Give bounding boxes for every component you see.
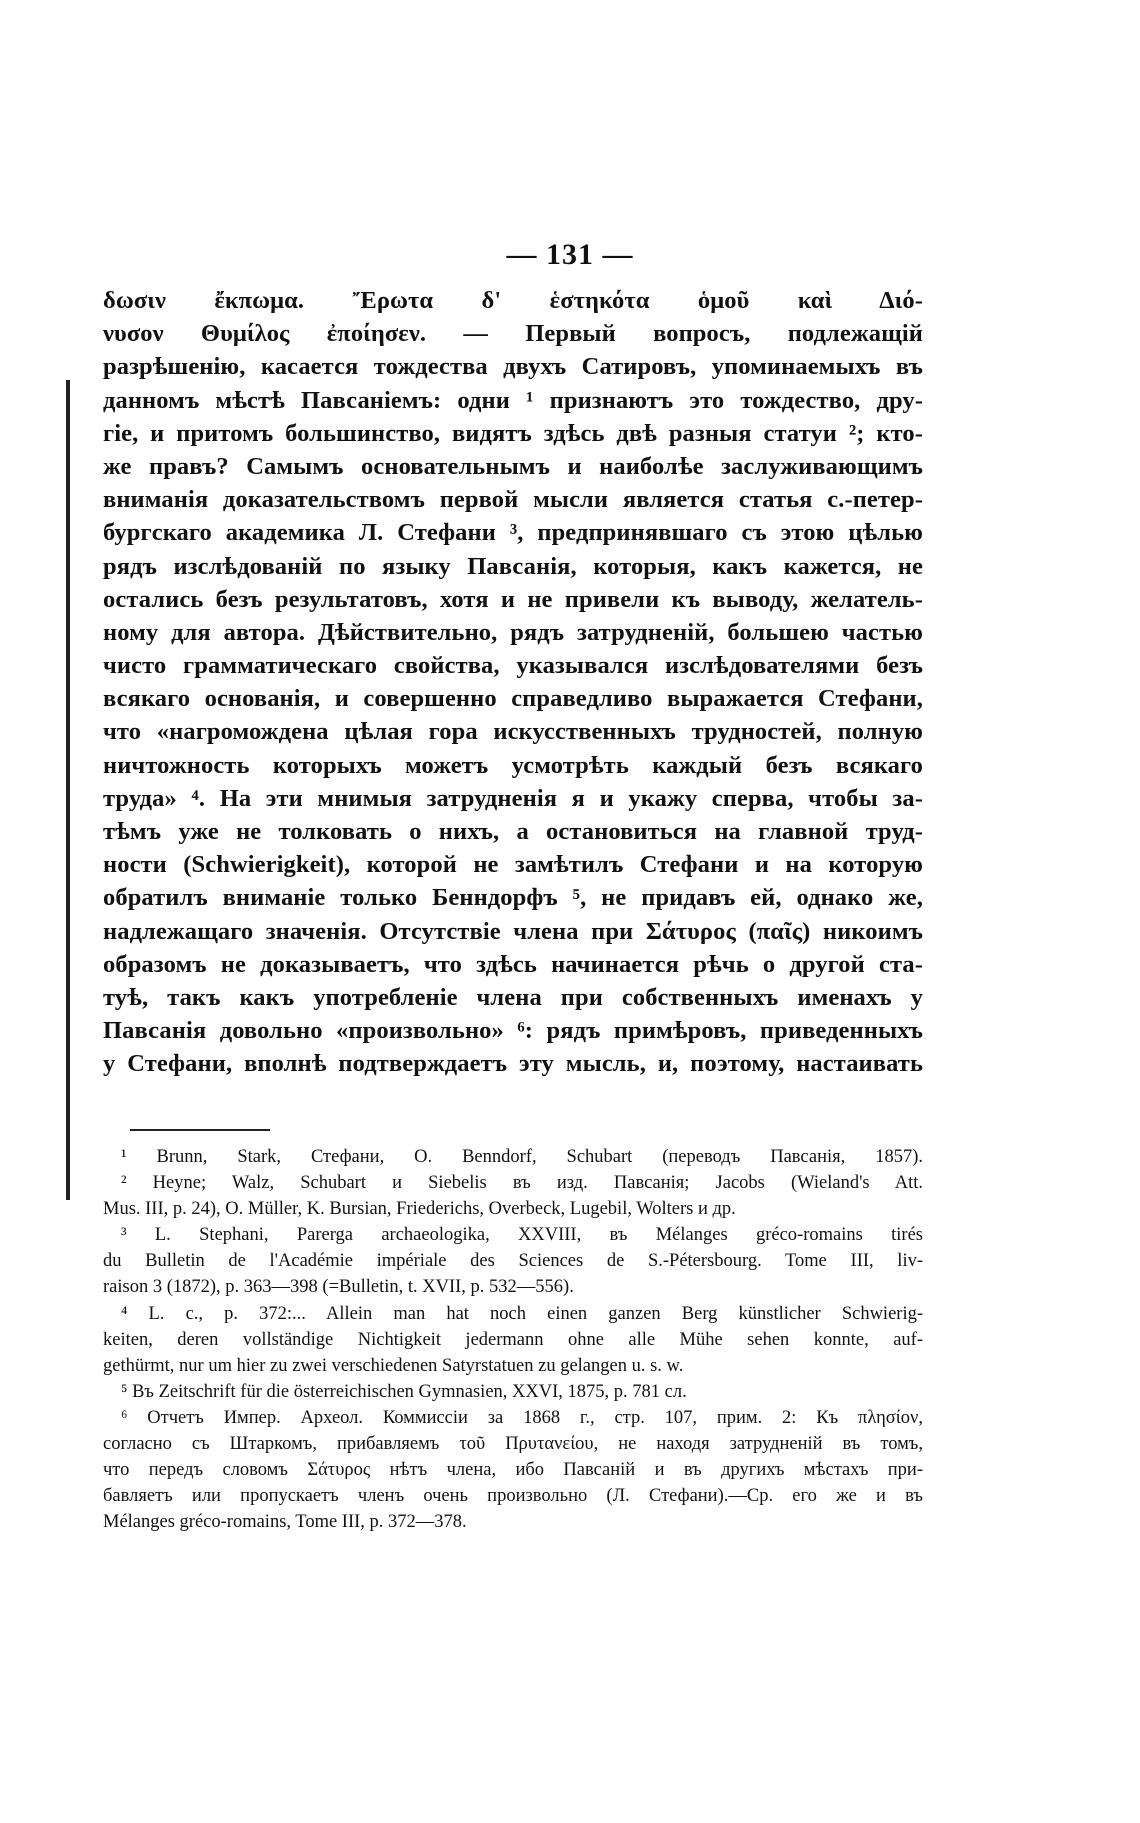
text-line: νυσον Θυμίλος ἐποίησεν. — Первый вопросъ, подлежащій — [103, 320, 923, 348]
text-line: обратилъ вниманіе только Бенндорфъ ⁵, не придавъ ей, однако же, — [103, 884, 923, 912]
text-line: δωσιν ἔκπωμα. Ἔρωτα δ' ἑστηκότα ὁμοῦ καὶ Διό- — [103, 287, 923, 314]
text-line: данномъ мѣстѣ Павсаніемъ: одни ¹ признаютъ это тождество, дру- — [103, 386, 923, 414]
footnote-line: согласно съ Штаркомъ, прибавляемъ τοῦ Πρυτανείου, не находя затрудненій въ томъ, — [103, 1434, 923, 1455]
text-line: всякаго основанія, и совершенно справедливо выражается Стефани, — [103, 685, 923, 713]
text-line: чисто грамматическаго свойства, указывался изслѣдователями безъ — [103, 652, 923, 680]
footnote-line: ⁶ Отчетъ Импер. Археол. Коммиссіи за 1868 г., стр. 107, прим. 2: Къ πλησίον, — [121, 1407, 923, 1428]
footnote-line: keiten, deren vollständige Nichtigkeit jedermann ohne alle Mühe sehen konnte, auf- — [103, 1329, 923, 1350]
text-line: надлежащаго значенія. Отсутствіе члена при Σάτυρος (παῖς) никоимъ — [103, 917, 923, 945]
text-line: Павсанія довольно «произвольно» ⁶: рядъ примѣровъ, приведенныхъ — [103, 1017, 923, 1045]
footnote-line: Mélanges gréco-romains, Tome III, p. 372—378. — [103, 1512, 467, 1533]
text-line: ности (Schwierigkeit), которой не замѣтилъ Стефани и на которую — [103, 851, 923, 879]
text-line: туѣ, такъ какъ употребленіе члена при собственныхъ именахъ у — [103, 983, 923, 1011]
page-number: — 131 — — [506, 238, 634, 271]
text-line: рядъ изслѣдованій по языку Павсанія, которыя, какъ кажется, не — [103, 552, 923, 580]
footnote-line: ⁴ L. c., p. 372:... Allein man hat noch einen ganzen Berg künstlicher Schwierig- — [121, 1303, 923, 1324]
binding-edge-shadow — [66, 380, 70, 1200]
text-line: бургскаго академика Л. Стефани ³, предпринявшаго съ этою цѣлью — [103, 519, 923, 547]
text-line: остались безъ результатовъ, хотя и не привели къ выводу, желатель- — [103, 585, 923, 613]
text-line: образомъ не доказываетъ, что здѣсь начинается рѣчь о другой ста- — [103, 950, 923, 978]
main-text — [103, 284, 923, 1081]
text-line: что «нагромождена цѣлая гора искусственныхъ трудностей, полную — [103, 718, 923, 746]
footnote-line: du Bulletin de l'Académie impériale des Sciences de S.-Pétersbourg. Tome III, liv- — [103, 1251, 923, 1272]
footnote-line: бавляетъ или пропускаетъ членъ очень произвольно (Л. Стефани).—Ср. его же и въ — [103, 1486, 923, 1507]
footnote-line: что передъ словомъ Σάτυρος нѣтъ члена, ибо Павсаній и въ другихъ мѣстахъ при- — [103, 1460, 923, 1481]
footnotes — [103, 1144, 923, 1535]
text-line: разрѣшенію, касается тождества двухъ Сатировъ, упоминаемыхъ въ — [103, 353, 923, 381]
footnote-line: Mus. III, p. 24), O. Müller, K. Bursian, Friederichs, Overbeck, Lugebil, Wolters и др. — [103, 1199, 736, 1220]
footnote-separator — [130, 1129, 270, 1131]
text-line: у Стефани, вполнѣ подтверждаетъ эту мысль, и, поэтому, настаивать — [103, 1050, 923, 1078]
footnote-line: ¹ Brunn, Stark, Стефани, O. Benndorf, Schubart (переводъ Павсанія, 1857). — [121, 1147, 923, 1167]
footnote-line: ⁵ Въ Zeitschrift für die österreichischen Gymnasien, XXVI, 1875, p. 781 сл. — [121, 1381, 687, 1402]
text-line: гіе, и притомъ большинство, видятъ здѣсь двѣ разныя статуи ²; кто- — [103, 419, 923, 447]
footnote-line: raison 3 (1872), p. 363—398 (=Bulletin, t. XVII, p. 532—556). — [103, 1277, 574, 1298]
text-line: ничтожность которыхъ можетъ усмотрѣть каждый безъ всякаго — [103, 751, 923, 779]
text-line: тѣмъ уже не толковать о нихъ, а остановиться на главной труд- — [103, 818, 923, 845]
text-line: ному для автора. Дѣйствительно, рядъ затрудненій, большею частью — [103, 618, 923, 646]
footnote-line: gethürmt, nur um hier zu zwei verschiedenen Satyrstatuen zu gelangen u. s. w. — [103, 1355, 684, 1376]
text-line: же правъ? Самымъ основательнымъ и наиболѣе заслуживающимъ — [103, 452, 923, 480]
text-line: вниманія доказательствомъ первой мысли является статья с.-петер- — [103, 486, 923, 514]
footnote-line: ³ L. Stephani, Parerga archaeologika, XXVIII, въ Mélanges gréco-romains tirés — [121, 1225, 923, 1246]
text-line: труда» ⁴. На эти мнимыя затрудненія я и укажу сперва, чтобы за- — [103, 784, 923, 812]
footnote-line: ² Heyne; Walz, Schubart и Siebelis въ изд. Павсанія; Jacobs (Wieland's Att. — [121, 1173, 923, 1194]
